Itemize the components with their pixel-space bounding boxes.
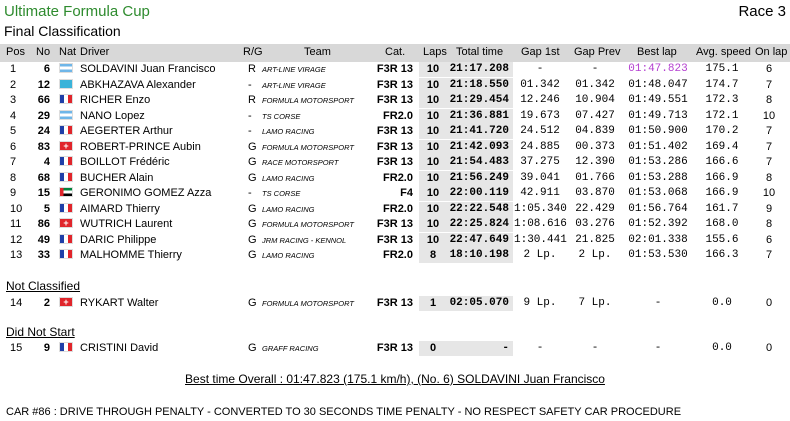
flag-icon — [59, 110, 73, 120]
cell-avg: 168.0 — [705, 218, 739, 230]
cell-total: 21:17.208 — [449, 63, 509, 75]
cell-total: 21:18.550 — [449, 78, 509, 91]
cell-pos: 9 — [10, 187, 17, 199]
cell-bestlap: - — [654, 297, 662, 309]
cell-gap1: 1:30.441 — [514, 233, 567, 246]
cell-pos: 8 — [10, 171, 17, 184]
cell-team: FORMULA MOTORSPORT — [262, 142, 354, 152]
cell-gapprev: 01.342 — [575, 78, 615, 91]
cell-onlap: 10 — [762, 109, 776, 122]
cell-avg: 0.0 — [712, 342, 732, 354]
cell-team: TS CORSE — [262, 111, 301, 121]
flag-icon — [59, 187, 73, 197]
cell-team: RACE MOTORSPORT — [262, 158, 339, 167]
flag-icon: + — [59, 218, 73, 228]
cell-driver: NANO Lopez — [80, 109, 145, 122]
cell-gap1: 39.041 — [520, 171, 560, 184]
cell-gapprev: 21.825 — [575, 233, 615, 246]
cell-gapprev: 03.276 — [575, 218, 615, 230]
cell-gapprev: 22.429 — [575, 202, 615, 215]
cell-driver: GERONIMO GOMEZ Azza — [80, 187, 212, 199]
cell-rg: - — [248, 78, 252, 91]
cell-avg: 166.9 — [705, 171, 739, 184]
cell-team: LAMO RACING — [262, 127, 315, 136]
col-team: Team — [304, 46, 331, 58]
event-title: Ultimate Formula Cup — [4, 3, 150, 20]
table-header — [0, 44, 790, 62]
cell-laps: 1 — [429, 297, 437, 309]
cell-total: 22:25.824 — [449, 218, 509, 230]
cell-total: 22:47.649 — [449, 233, 509, 246]
cell-total: 21:56.249 — [449, 171, 509, 184]
flag-icon — [59, 94, 73, 104]
cell-pos: 4 — [10, 109, 17, 122]
cell-driver: MALHOMME Thierry — [80, 249, 182, 261]
cell-rg: G — [248, 297, 257, 309]
cell-no: 68 — [37, 171, 50, 184]
cell-onlap: 8 — [765, 218, 773, 230]
cell-rg: - — [248, 187, 252, 199]
cell-team: GRAFF RACING — [262, 344, 319, 353]
col-no: No — [36, 46, 51, 58]
cell-avg: 166.6 — [705, 156, 739, 168]
cell-gap1: 37.275 — [520, 156, 560, 168]
flag-icon — [59, 342, 73, 352]
cell-avg: 169.4 — [705, 140, 739, 153]
cell-avg: 170.2 — [705, 125, 739, 137]
cell-laps: 10 — [426, 125, 440, 137]
cell-team: FORMULA MOTORSPORT — [262, 96, 354, 105]
cell-total: - — [502, 342, 509, 354]
cell-cat: F3R 13 — [376, 297, 413, 309]
flag-icon — [59, 249, 73, 259]
table-row — [0, 93, 790, 108]
cell-bestlap: 01:49.551 — [628, 94, 688, 106]
cell-total: 21:42.093 — [449, 140, 509, 153]
cell-laps: 10 — [426, 94, 440, 106]
cell-total: 21:29.454 — [449, 94, 509, 106]
cell-team: LAMO RACING — [262, 204, 315, 214]
cell-laps: 10 — [426, 233, 440, 246]
cell-cat: F3R 13 — [376, 218, 413, 230]
cell-team: LAMO RACING — [262, 251, 315, 260]
cell-rg: G — [248, 202, 257, 215]
cell-no: 9 — [43, 342, 50, 354]
table-row — [0, 155, 790, 170]
cell-driver: SOLDAVINI Juan Francisco — [80, 63, 216, 75]
cell-pos: 15 — [10, 342, 23, 354]
cell-onlap: 6 — [765, 63, 773, 75]
flag-icon — [59, 156, 73, 166]
cell-onlap: 0 — [765, 342, 773, 354]
flag-icon — [59, 125, 73, 135]
table-row — [0, 124, 790, 139]
cell-no: 83 — [37, 140, 50, 153]
flag-icon — [59, 172, 73, 182]
cell-laps: 10 — [426, 218, 440, 230]
col-avg: Avg. speed — [696, 46, 751, 58]
cell-rg: - — [248, 109, 252, 122]
dns-title: Did Not Start — [6, 325, 75, 339]
cell-rg: R — [248, 94, 256, 106]
cell-avg: 166.3 — [705, 249, 739, 261]
cell-laps: 10 — [426, 187, 440, 199]
cell-laps: 10 — [426, 109, 440, 122]
table-row — [0, 171, 790, 186]
cell-laps: 10 — [426, 202, 440, 215]
cell-avg: 161.7 — [705, 202, 739, 215]
table-row — [0, 248, 790, 263]
cell-no: 29 — [37, 109, 50, 122]
cell-driver: RICHER Enzo — [80, 94, 151, 106]
cell-bestlap: 01:53.530 — [628, 249, 688, 261]
not-classified-title: Not Classified — [6, 279, 81, 293]
flag-icon — [59, 203, 73, 213]
table-row — [0, 62, 790, 77]
cell-total: 21:36.881 — [449, 109, 509, 122]
cell-onlap: 8 — [765, 171, 773, 184]
cell-team: FORMULA MOTORSPORT — [262, 299, 354, 308]
cell-gap1: 24.512 — [520, 125, 560, 137]
cell-cat: FR2.0 — [383, 249, 413, 261]
cell-gap1: - — [536, 63, 544, 75]
cell-gapprev: 04.839 — [575, 125, 615, 137]
cell-avg: 175.1 — [705, 63, 739, 75]
table-row — [0, 202, 790, 217]
cell-no: 4 — [43, 156, 50, 168]
cell-pos: 13 — [10, 249, 23, 261]
flag-icon — [59, 63, 73, 73]
cell-gapprev: - — [591, 342, 599, 354]
cell-pos: 6 — [10, 140, 17, 153]
cell-rg: G — [248, 140, 257, 153]
best-time-overall: Best time Overall : 01:47.823 (175.1 km/h), (No. 6) SOLDAVINI Juan Francisco — [185, 372, 605, 386]
cell-driver: AEGERTER Arthur — [80, 125, 173, 137]
cell-total: 22:00.119 — [449, 187, 509, 199]
col-pos: Pos — [6, 46, 25, 58]
cell-driver: BUCHER Alain — [80, 171, 154, 184]
cell-gapprev: 01.766 — [575, 171, 615, 184]
table-row — [0, 217, 790, 232]
cell-avg: 166.9 — [705, 187, 739, 199]
cell-onlap: 7 — [765, 156, 773, 168]
cell-bestlap: 01:47.823 — [628, 63, 688, 75]
cell-no: 86 — [37, 218, 50, 230]
cell-bestlap: 01:56.764 — [628, 202, 688, 215]
cell-laps: 0 — [429, 342, 437, 354]
cell-pos: 7 — [10, 156, 17, 168]
flag-icon: + — [59, 297, 73, 307]
cell-gapprev: 03.870 — [575, 187, 615, 199]
cell-avg: 155.6 — [705, 233, 739, 246]
cell-total: 18:10.198 — [449, 249, 509, 261]
col-gapprev: Gap Prev — [574, 46, 621, 58]
flag-icon — [59, 79, 73, 89]
table-row — [0, 186, 790, 201]
cell-no: 12 — [37, 78, 50, 91]
cell-laps: 10 — [426, 156, 440, 168]
cell-pos: 3 — [10, 94, 17, 106]
cell-laps: 10 — [426, 140, 440, 153]
cell-driver: ROBERT-PRINCE Aubin — [80, 140, 201, 153]
cell-no: 66 — [37, 94, 50, 106]
cell-laps: 10 — [426, 171, 440, 184]
cell-gap1: 2 Lp. — [523, 249, 557, 261]
race-label: Race 3 — [738, 3, 786, 20]
cell-cat: F3R 13 — [376, 63, 413, 75]
col-driver: Driver — [80, 46, 110, 58]
col-rg: R/G — [243, 46, 263, 58]
cell-rg: G — [248, 218, 257, 230]
cell-rg: G — [248, 233, 257, 246]
cell-no: 2 — [43, 297, 50, 309]
cell-bestlap: 01:52.392 — [628, 218, 688, 230]
col-nat: Nat — [59, 46, 77, 58]
cell-driver: CRISTINI David — [80, 342, 159, 354]
cell-team: TS CORSE — [262, 189, 301, 198]
table-row — [0, 78, 790, 93]
cell-onlap: 8 — [765, 94, 773, 106]
cell-onlap: 9 — [765, 202, 773, 215]
cell-gap1: 01.342 — [520, 78, 560, 91]
cell-team: ART-LINE VIRAGE — [262, 65, 326, 74]
cell-avg: 172.1 — [705, 109, 739, 122]
cell-bestlap: 01:53.286 — [628, 156, 688, 168]
cell-rg: G — [248, 156, 257, 168]
cell-cat: F3R 13 — [376, 342, 413, 354]
cell-cat: F3R 13 — [376, 156, 413, 168]
table-row — [0, 140, 790, 155]
cell-total: 22:22.548 — [449, 202, 509, 215]
cell-driver: DARIC Philippe — [80, 233, 157, 246]
cell-bestlap: 01:50.900 — [628, 125, 688, 137]
cell-laps: 8 — [429, 249, 437, 261]
cell-no: 49 — [37, 233, 50, 246]
cell-cat: F3R 13 — [376, 78, 413, 91]
cell-driver: ABKHAZAVA Alexander — [80, 78, 196, 91]
cell-laps: 10 — [426, 63, 440, 75]
cell-gap1: 1:05.340 — [514, 202, 567, 215]
cell-avg: 172.3 — [705, 94, 739, 106]
cell-driver: RYKART Walter — [80, 297, 159, 309]
cell-onlap: 7 — [765, 78, 773, 91]
cell-gap1: 24.885 — [520, 140, 560, 153]
cell-cat: FR2.0 — [383, 202, 413, 215]
cell-cat: F3R 13 — [376, 94, 413, 106]
cell-onlap: 7 — [765, 125, 773, 137]
cell-bestlap: 01:53.288 — [628, 171, 688, 184]
cell-no: 15 — [37, 187, 50, 199]
cell-cat: FR2.0 — [383, 109, 413, 122]
cell-team: ART-LINE VIRAGE — [262, 80, 326, 90]
cell-rg: R — [248, 63, 256, 75]
col-cat: Cat. — [385, 46, 406, 58]
cell-bestlap: 01:49.713 — [628, 109, 688, 122]
cell-no: 33 — [37, 249, 50, 261]
col-gap1: Gap 1st — [521, 46, 560, 58]
flag-icon — [59, 234, 73, 244]
cell-team: FORMULA MOTORSPORT — [262, 220, 354, 229]
col-onlap: On lap — [755, 46, 788, 58]
table-row — [0, 109, 790, 124]
cell-pos: 10 — [10, 202, 23, 215]
cell-team: JRM RACING - KENNOL — [262, 235, 347, 245]
cell-driver: WUTRICH Laurent — [80, 218, 173, 230]
col-laps: Laps — [423, 46, 447, 58]
cell-total: 02:05.070 — [449, 297, 509, 309]
cell-pos: 14 — [10, 297, 23, 309]
table-row — [0, 296, 790, 311]
cell-rg: G — [248, 342, 257, 354]
classification-title: Final Classification — [4, 23, 121, 39]
cell-gapprev: 7 Lp. — [578, 297, 612, 309]
cell-gap1: 12.246 — [520, 94, 560, 106]
cell-gap1: 19.673 — [520, 109, 560, 122]
cell-avg: 174.7 — [705, 78, 739, 91]
cell-bestlap: 02:01.338 — [628, 233, 688, 246]
table-row — [0, 341, 790, 356]
cell-gapprev: 10.904 — [575, 94, 615, 106]
cell-total: 21:41.720 — [449, 125, 509, 137]
cell-team: LAMO RACING — [262, 173, 315, 183]
cell-pos: 12 — [10, 233, 23, 246]
cell-onlap: 10 — [762, 187, 776, 199]
col-total: Total time — [456, 46, 504, 58]
cell-onlap: 6 — [765, 233, 773, 246]
cell-rg: G — [248, 249, 257, 261]
cell-driver: BOILLOT Frédéric — [80, 156, 170, 168]
cell-gapprev: 07.427 — [575, 109, 615, 122]
cell-laps: 10 — [426, 78, 440, 91]
cell-onlap: 7 — [765, 249, 773, 261]
cell-gap1: 9 Lp. — [523, 297, 557, 309]
cell-pos: 5 — [10, 125, 17, 137]
cell-bestlap: 01:48.047 — [628, 78, 688, 91]
cell-onlap: 0 — [765, 297, 773, 309]
cell-bestlap: 01:53.068 — [628, 187, 688, 199]
cell-cat: F3R 13 — [376, 140, 413, 153]
cell-pos: 2 — [10, 78, 17, 91]
cell-avg: 0.0 — [712, 297, 732, 309]
penalty-note: CAR #86 : DRIVE THROUGH PENALTY - CONVERTED TO 30 SECONDS TIME PENALTY - NO RESPECT SAFETY CAR PROCEDURE — [6, 406, 682, 418]
cell-cat: F3R 13 — [376, 125, 413, 137]
flag-icon: + — [59, 141, 73, 151]
cell-gapprev: 2 Lp. — [578, 249, 612, 261]
cell-cat: F4 — [400, 187, 413, 199]
cell-no: 5 — [43, 202, 50, 215]
cell-no: 6 — [43, 63, 50, 75]
cell-rg: G — [248, 171, 257, 184]
cell-pos: 11 — [10, 218, 22, 230]
cell-gapprev: 12.390 — [575, 156, 615, 168]
cell-bestlap: 01:51.402 — [628, 140, 688, 153]
cell-no: 24 — [37, 125, 50, 137]
cell-pos: 1 — [10, 63, 17, 75]
cell-cat: FR2.0 — [383, 171, 413, 184]
table-row — [0, 233, 790, 248]
cell-total: 21:54.483 — [449, 156, 509, 168]
cell-gapprev: - — [591, 63, 599, 75]
cell-rg: - — [248, 125, 252, 137]
cell-cat: F3R 13 — [376, 233, 413, 246]
cell-driver: AIMARD Thierry — [80, 202, 160, 215]
col-bestlap: Best lap — [637, 46, 677, 58]
cell-gap1: 1:08.616 — [514, 218, 567, 230]
cell-gap1: 42.911 — [520, 187, 560, 199]
cell-onlap: 7 — [765, 140, 773, 153]
cell-gapprev: 00.373 — [575, 140, 615, 153]
cell-bestlap: - — [654, 342, 662, 354]
cell-gap1: - — [536, 342, 544, 354]
